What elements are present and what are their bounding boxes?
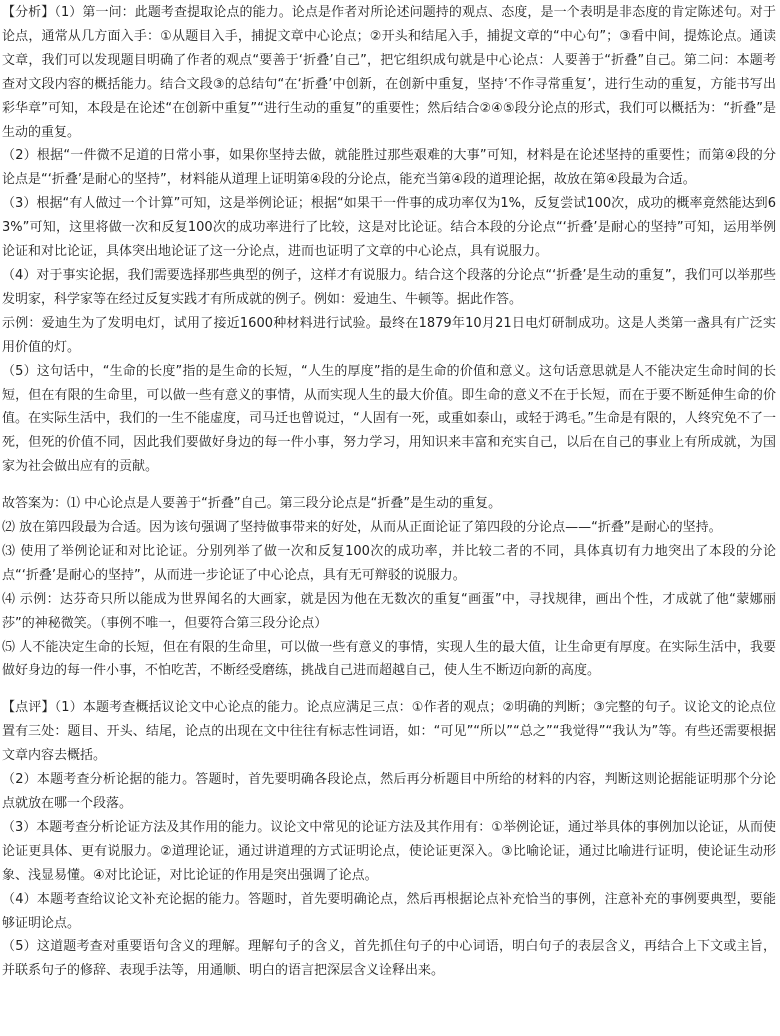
analysis-paragraph-3: （3）根据“有人做过一个计算”可知，这是举例论证；根据“如果干一件事的成功率仅为1%，反复尝试100次，成功的概率竟然能达到63%”可知，这里将做一次和反复100次的成功率进行了比较，这是对比论证。结合本段的分论点“‘折叠’是耐心的坚持”可知，运用举例论证和对比论证，具体突出地论证了这一分论点，进而也证明了文章的中心论点，具有说服力。 xyxy=(2,196,776,260)
answer-paragraph-1: 故答案为：⑴ 中心论点是人要善于“折叠”自己。第三段分论点是“折叠”是生动的重复。 xyxy=(2,496,502,512)
comment-section xyxy=(2,696,776,983)
analysis-section xyxy=(2,1,776,479)
section-spacer xyxy=(2,683,776,696)
analysis-paragraph-5: （5）这句话中，“生命的长度”指的是生命的长短，“人生的厚度”指的是生命的价值和意义。这句话意思就是人不能决定生命时间的长短，但在有限的生命里，可以做一些有意义的事情，从而实现人生的最大价值。即生命的意义不在于长短，而在于要不断延伸生命的价值。在实际生活中，我们的一生不能虚度，司马迁也曾说过，“人固有一死，或重如泰山，或轻于鸿毛。”生命是有限的，人终究免不了一死，但死的价值不同，因此我们要做好身边的每一件小事，努力学习，用知识来丰富和充实自己，以后在自己的事业上有所成就，为国家为社会做出应有的贡献。 xyxy=(2,363,776,475)
analysis-paragraph-1: 【分析】（1）第一问：此题考查提取论点的能力。论点是作者对所论述问题持的观点、态度，是一个表明是非态度的肯定陈述句。对于论点，通常从几方面入手：①从题目入手，捕捉文章中心论点；②开头和结尾入手，捕捉文章的“中心句”；③看中间，提炼论点。通读文章，我们可以发现题目明确了作者的观点“要善于‘折叠’自己”，把它组织成句就是中心论点：人要善于“折叠”自己。第二问：本题考查对文段内容的概括能力。结合文段③的总结句“在‘折叠’中创新，在创新中重复，坚持‘不作寻常重复’，进行生动的重复，方能书写出彩华章”可知，本段是在论述“在创新中重复”“进行生动的重复”的重要性；然后结合②④⑤段分论点的形式，我们可以概括为：“折叠”是生动的重复。 xyxy=(2,5,776,140)
section-spacer xyxy=(2,479,776,492)
answer-paragraph-3: ⑶ 使用了举例论证和对比论证。分别列举了做一次和反复100次的成功率，并比较二者的不同，具体真切有力地突出了本段的分论点“‘折叠’是耐心的坚持”，从而进一步论证了中心论点，具有无可辩驳的说服力。 xyxy=(2,543,776,583)
comment-paragraph-2: （2）本题考查分析论据的能力。答题时，首先要明确各段论点，然后再分析题目中所给的材料的内容，判断这则论据能证明那个分论点就放在哪一个段落。 xyxy=(2,772,776,811)
analysis-paragraph-2: （2）根据“一件微不足道的日常小事，如果你坚持去做，就能胜过那些艰难的大事”可知，材料是在论述坚持的重要性；而第④段的分论点是“‘折叠’是耐心的坚持”，材料能从道理上证明第④段的分论点，能充当第④段的道理论据，故放在第④段最为合适。 xyxy=(2,148,776,188)
answer-paragraph-5: ⑸ 人不能决定生命的长短，但在有限的生命里，可以做一些有意义的事情，实现人生的最大值，让生命更有厚度。在实际生活中，我要做好身边的每一件小事，不怕吃苦，不断经受磨练，挑战自己进而超越自己，使人生不断迈向新的高度。 xyxy=(2,639,776,679)
answer-paragraph-4: ⑷ 示例：达芬奇只所以能成为世界闻名的大画家，就是因为他在无数次的重复“画蛋”中，寻找规律，画出个性，才成就了他“蒙娜丽莎”的神秘微笑。（事例不唯一，但要符合第三段分论点） xyxy=(2,591,776,631)
comment-paragraph-1: 【点评】（1）本题考查概括议论文中心论点的能力。论点应满足三点：①作者的观点；②明确的判断；③完整的句子。议论文的论点位置有三处：题目、开头、结尾，论点的出现在文中往往有标志性词语，如：“可见”“所以”“总之”“我觉得”“我认为”等。有些还需要根据文章内容去概括。 xyxy=(2,700,776,764)
answer-section xyxy=(2,492,776,683)
comment-paragraph-5: （5）这道题考查对重要语句含义的理解。理解句子的含义，首先抓住句子的中心词语，明白句子的表层含义，再结合上下文或主旨，并联系句子的修辞、表现手法等，用通顺、明白的语言把深层含义诠释出来。 xyxy=(2,939,776,979)
answer-paragraph-2: ⑵ 放在第四段最为合适。因为该句强调了坚持做事带来的好处，从而从正面论证了第四段的分论点——“折叠”是耐心的坚持。 xyxy=(2,520,722,536)
analysis-example: 示例：爱迪生为了发明电灯，试用了接近1600种材料进行试验。最终在1879年10月21日电灯研制成功。这是人类第一盏具有广泛实用价值的灯。 xyxy=(2,315,776,355)
analysis-paragraph-4: （4）对于事实论据，我们需要选择那些典型的例子，这样才有说服力。结合这个段落的分论点“‘折叠’是生动的重复”，我们可以举那些发明家，科学家等在经过反复实践才有所成就的例子。例如：爱迪生、牛顿等。据此作答。 xyxy=(2,267,776,307)
comment-paragraph-3: （3）本题考查分析论证方法及其作用的能力。议论文中常见的论证方法及其作用有：①举例论证，通过举具体的事例加以论证，从而使论证更具体、更有说服力。②道理论证，通过讲道理的方式证明论点，使论证更深入。③比喻论证，通过比喻进行证明，使论证生动形象、浅显易懂。④对比论证，对比论证的作用是突出强调了论点。 xyxy=(2,819,776,883)
comment-paragraph-4: （4）本题考查给议论文补充论据的能力。答题时，首先要明确论点，然后再根据论点补充恰当的事例，注意补充的事例要典型，要能够证明论点。 xyxy=(2,891,776,931)
